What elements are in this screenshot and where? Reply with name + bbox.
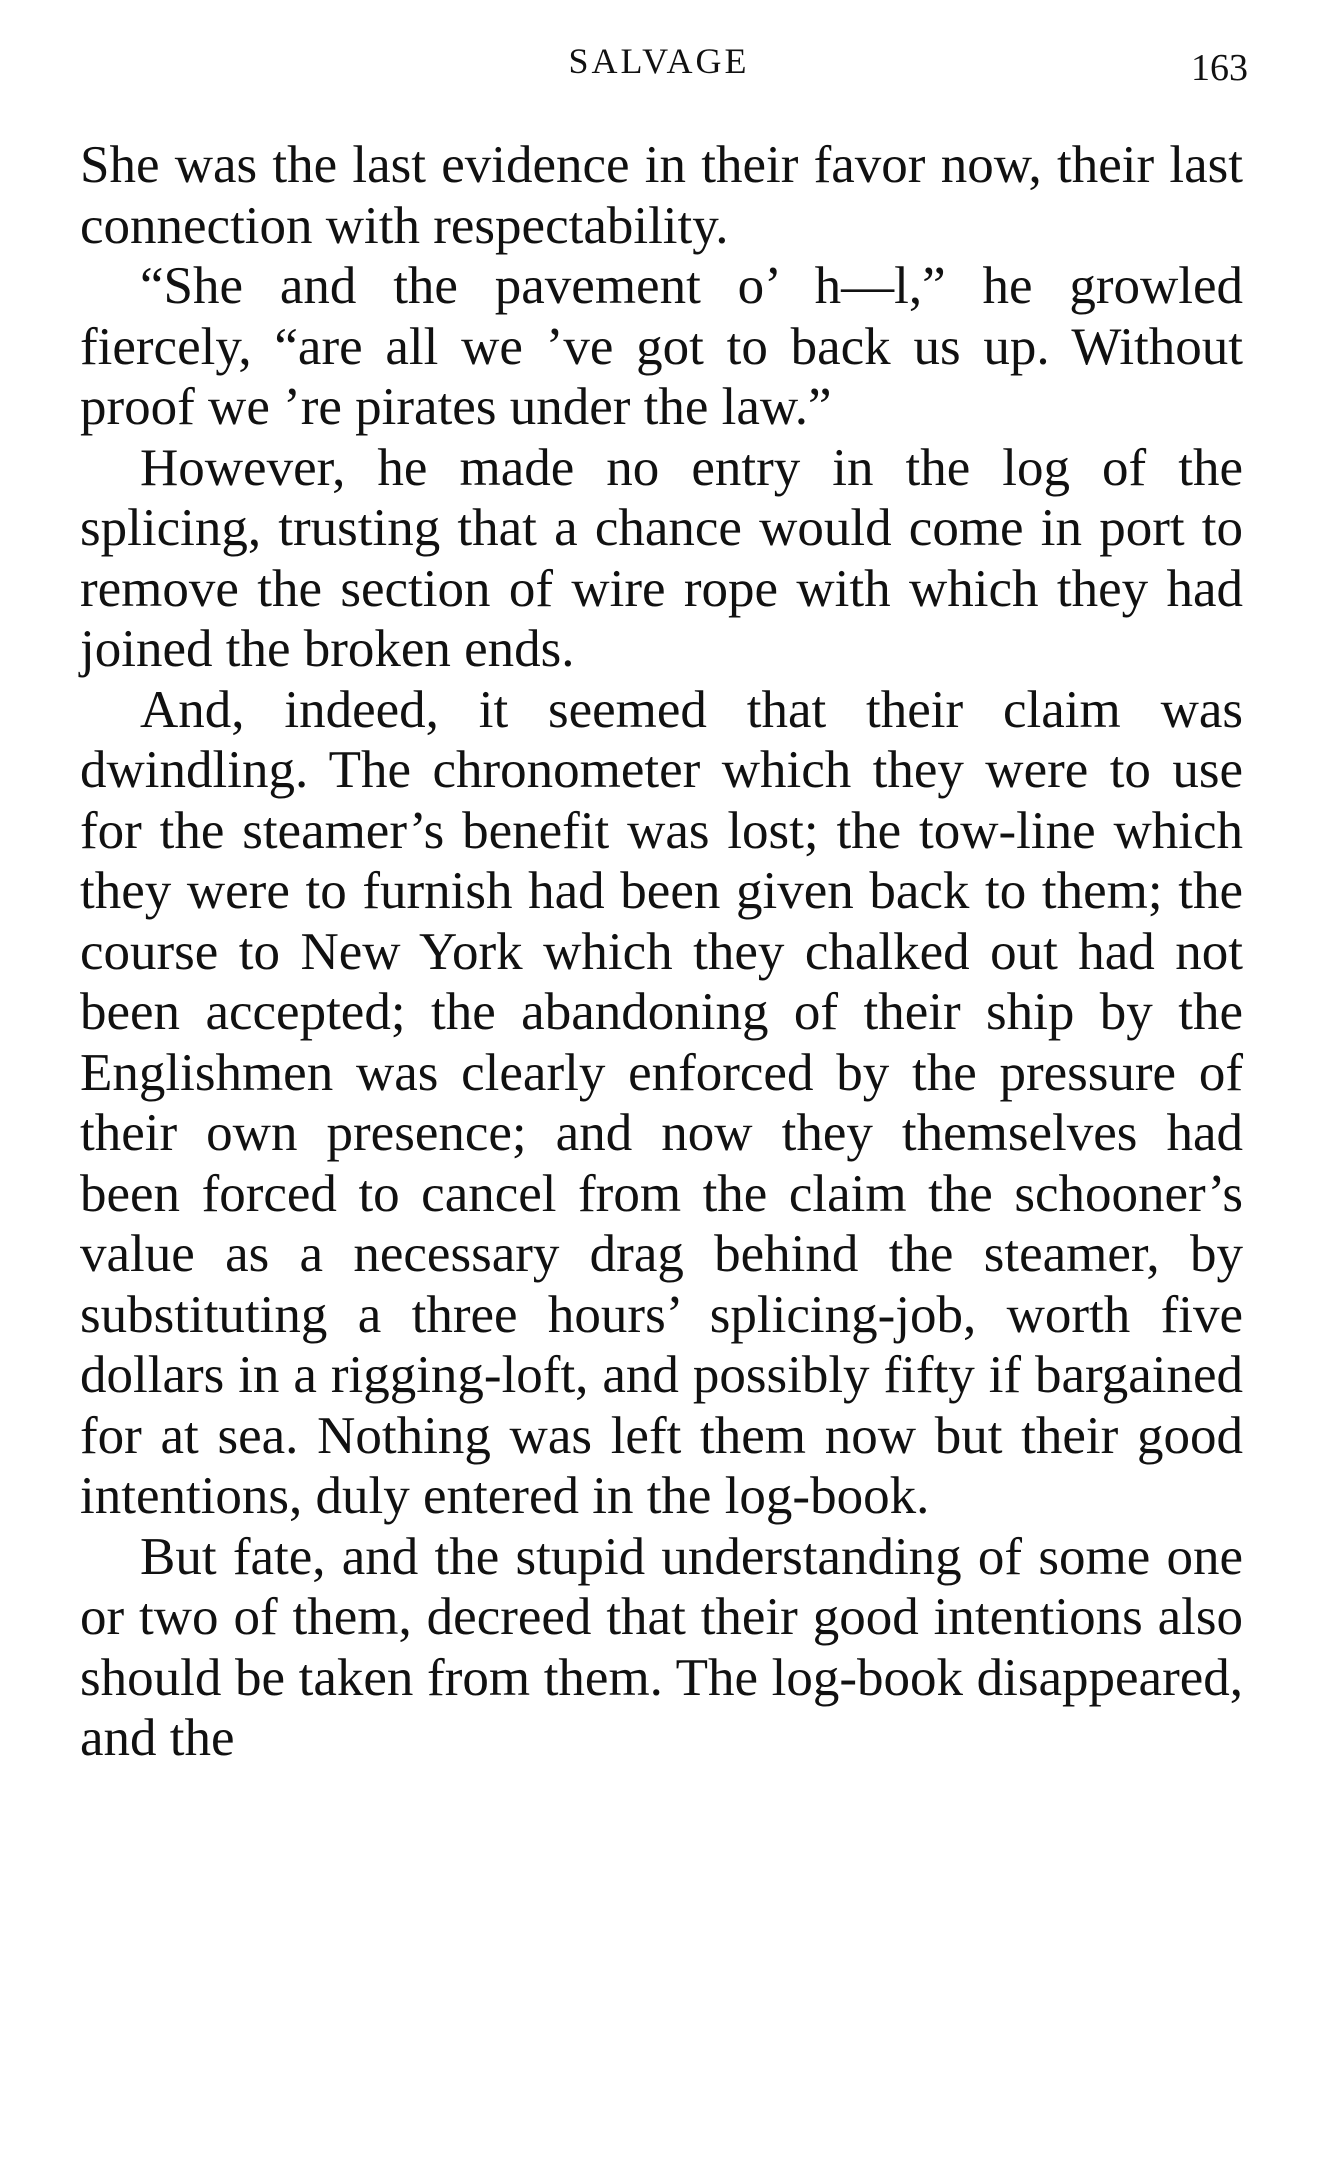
- paragraph: However, he made no entry in the log of the splicing, trusting that a chance would come in port to remove the section of wire rope with which they had joined the broken ends.: [80, 438, 1243, 678]
- page-number: 163: [1191, 47, 1248, 89]
- paragraph: “She and the pavement o’ h—l,” he growled fiercely, “are all we ’ve got to back us up. Without proof we ’re pirates under the law.”: [80, 257, 1243, 436]
- paragraph: And, indeed, it seemed that their claim was dwindling. The chronometer which they were to use for the steamer’s benefit was lost; the tow-line which they were to furnish had been given back to them; the course to New York which they chalked out had not been accepted; the abandoning of their ship by the Englishmen was clearly enforced by the pressure of their own presence; and now they themselves had been forced to cancel from the claim the schooner’s value as a necessary drag behind the steamer, by substituting a three hours’ splicing-job, worth five dollars in a rigging-loft, and possibly fifty if bargained for at sea. Nothing was left them now but their good intentions, duly entered in the log-book.: [80, 680, 1243, 1525]
- running-head: [0, 40, 1318, 89]
- running-title: SALVAGE: [568, 41, 750, 81]
- paragraph: But fate, and the stupid understanding of some one or two of them, decreed that their good intentions also should be taken from them. The log-book disappeared, and the: [80, 1527, 1243, 1767]
- paragraph: She was the last evidence in their favor now, their last connection with respectability.: [80, 136, 1243, 255]
- body-text: [80, 135, 1243, 1769]
